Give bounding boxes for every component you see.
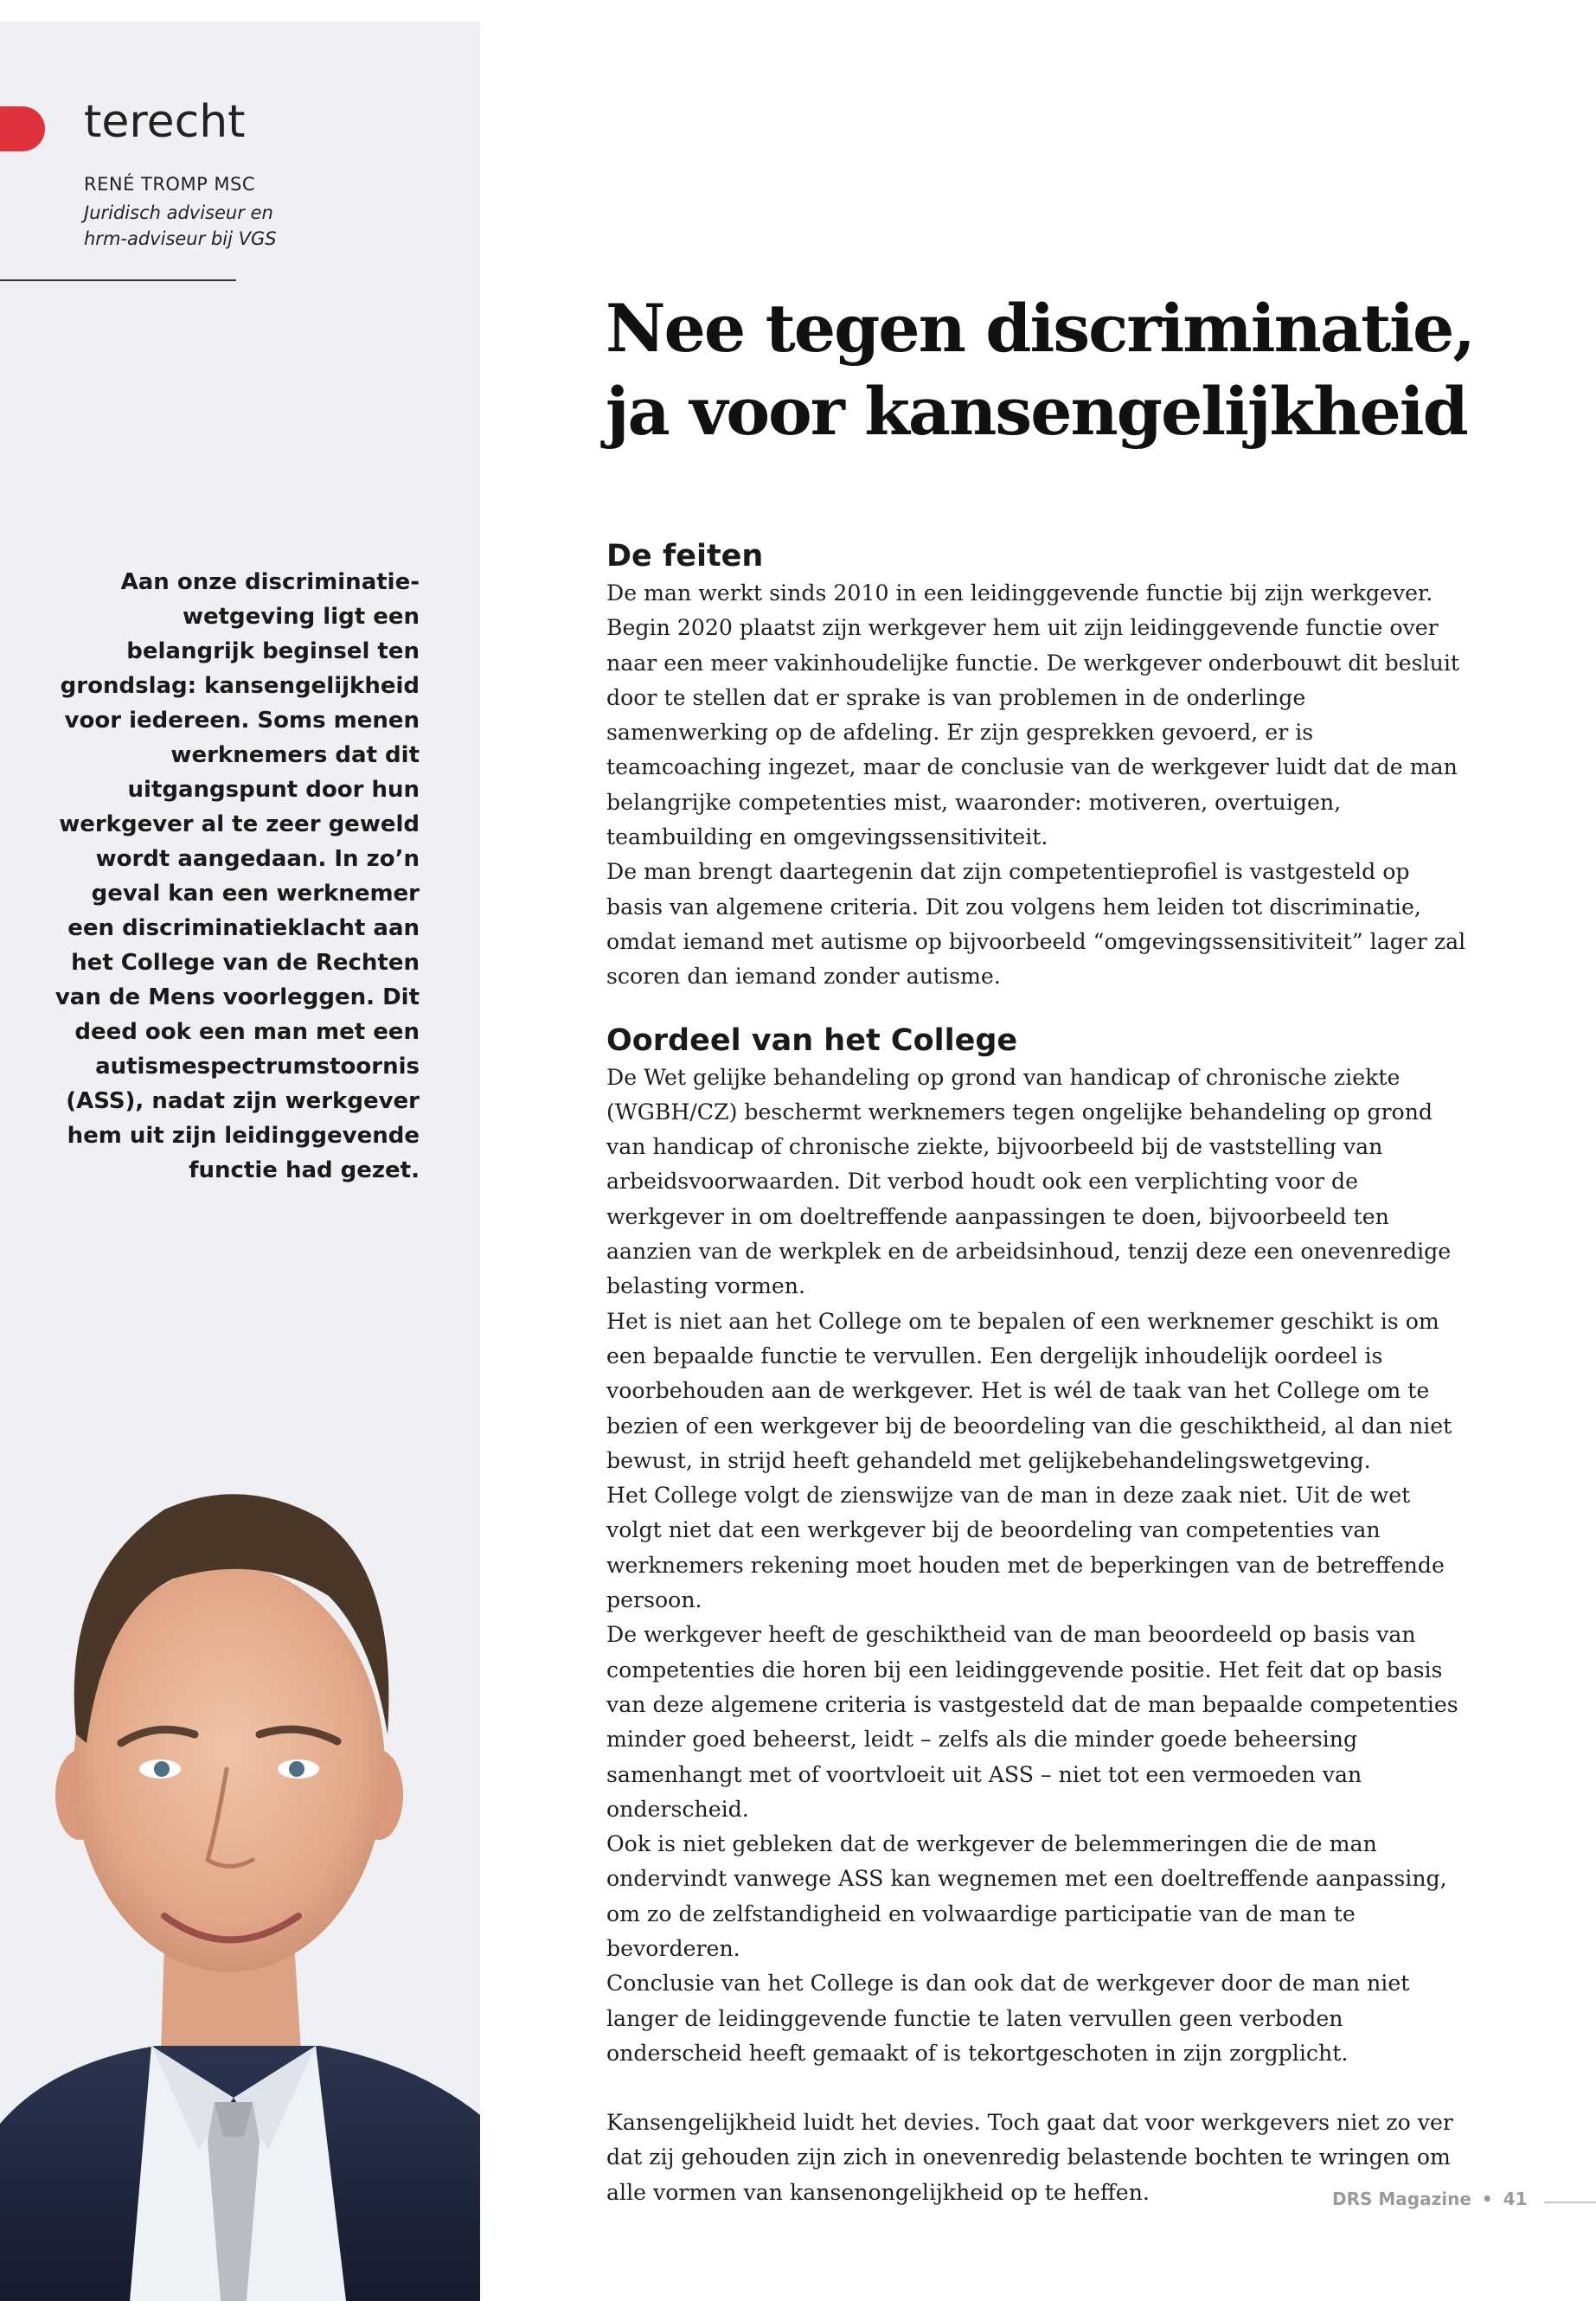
article-title-line: ja voor kansengelijkheid — [606, 373, 1467, 450]
footer-rule — [1544, 2202, 1596, 2203]
section-heading: De feiten — [606, 539, 764, 574]
paragraph: Ook is niet gebleken dat de werkgever de belemmeringen die de man ondervindt vanwege ASS kan wegnemen met een doeltreffende aanpassing, om zo de zelfstandigheid en volwaardige participatie van de man te bevorderen. — [606, 1831, 1447, 1961]
author-role-line: hrm-adviseur bij VGS — [84, 228, 277, 249]
section-tag: terecht — [84, 96, 246, 148]
paragraph: Het College volgt de zienswijze van de man in deze zaak niet. Uit de wet volgt niet dat een werkgever bij de beoordeling van competenties van werknemers rekening moet houden met de beperkingen van de betreffende persoon. — [606, 1483, 1445, 1613]
paragraph: Het is niet aan het College om te bepalen of een werknemer geschikt is om een bepaalde functie te vervullen. Een dergelijk inhoudelijk oordeel is voorbehouden aan de werkgever. Het is wél de taak van het College om te bezien of een werkgever bij de beoordeling van die geschiktheid, al dan niet bewust, in strijd heeft gehandeld met gelijkebehandelingswetgeving. — [606, 1308, 1452, 1473]
sidebar — [0, 22, 480, 2279]
article-title-line: Nee tegen discriminatie, — [606, 290, 1474, 367]
author-name: RENÉ TROMP MSC — [84, 174, 256, 195]
paragraph: De werkgever heeft de geschiktheid van de man beoordeeld op basis van competenties die horen bij een leidinggevende positie. Het feit dat op basis van deze algemene criteria is vastgesteld dat de man bepaalde competenties minder goed beheerst, leidt – zelfs als die minder goede beheersing samenhangt met of voortvloeit uit ASS – niet tot een vermoeden van onderscheid. — [606, 1622, 1458, 1822]
page-footer — [1332, 2189, 1528, 2209]
closing-paragraph: Kansengelijkheid luidt het devies. Toch gaat dat voor werkgevers niet zo ver dat zij gehouden zijn zich in onevenredig belastende bochten te wringen om alle vormen van kansenongelijkheid op te heffen. — [606, 2110, 1453, 2205]
section-marker-dot — [0, 106, 45, 151]
author-role — [84, 200, 343, 252]
author-role-line: Juridisch adviseur en — [84, 202, 273, 223]
article-title — [606, 287, 1474, 453]
article-body — [606, 536, 1471, 2210]
magazine-name: DRS Magazine — [1332, 2189, 1471, 2209]
page-number: 41 — [1503, 2189, 1528, 2209]
footer-separator: • — [1481, 2189, 1493, 2209]
paragraph: De man werkt sinds 2010 in een leidinggevende functie bij zijn werkgever. Begin 2020 plaatst zijn werkgever hem uit zijn leidinggevende functie over naar een meer vakinhoudelijke functie. De werkgever onderbouwt dit besluit door te stellen dat er sprake is van problemen in de onderlinge samenwerking op de afdeling. Er zijn gesprekken gevoerd, er is teamcoaching ingezet, maar de conclusie van de werkgever luidt dat de man belangrijke competenties mist, waaronder: motiveren, overtuigen, teambuilding en omgevingssensitiviteit. — [606, 580, 1460, 850]
paragraph: Conclusie van het College is dan ook dat de werkgever door de man niet langer de leidinggevende functie te laten vervullen geen verboden onderscheid heeft gemaakt of is tekortgeschoten in zijn zorgplicht. — [606, 1971, 1410, 2066]
author-divider — [0, 279, 236, 281]
paragraph: De man brengt daartegenin dat zijn competentieprofiel is vastgesteld op basis van algemene criteria. Dit zou volgens hem leiden tot discriminatie, omdat iemand met autisme op bijvoorbeeld “omgevingssensitiviteit” lager zal scoren dan iemand zonder autisme. — [606, 859, 1466, 990]
pullquote: Aan onze discriminatie-wetgeving ligt een belangrijk beginsel ten grondslag: kansengelijkheid voor iedereen. Soms menen werknemers dat dit uitgangspunt door hun werkgever al te zeer geweld wordt aangedaan. In zo’n geval kan een werknemer een discriminatieklacht aan het College van de Rechten van de Mens voorleggen. Dit deed ook een man met een autismespectrumstoornis (ASS), nadat zijn werkgever hem uit zijn leidinggevende functie had gezet. — [54, 569, 420, 1183]
paragraph: De Wet gelijke behandeling op grond van handicap of chronische ziekte (WGBH/CZ) beschermt werknemers tegen ongelijke behandeling op grond van handicap of chronische ziekte, bijvoorbeeld bij de vaststelling van arbeidsvoorwaarden. Dit verbod houdt ook een verplichting voor de werkgever in om doeltreffende aanpassingen te doen, bijvoorbeeld ten aanzien van de werkplek en de arbeidsinhoud, tenzij deze een onevenredige belasting vormen. — [606, 1064, 1452, 1299]
author-portrait — [0, 1458, 480, 2301]
section-heading: Oordeel van het College — [606, 1022, 1018, 1058]
